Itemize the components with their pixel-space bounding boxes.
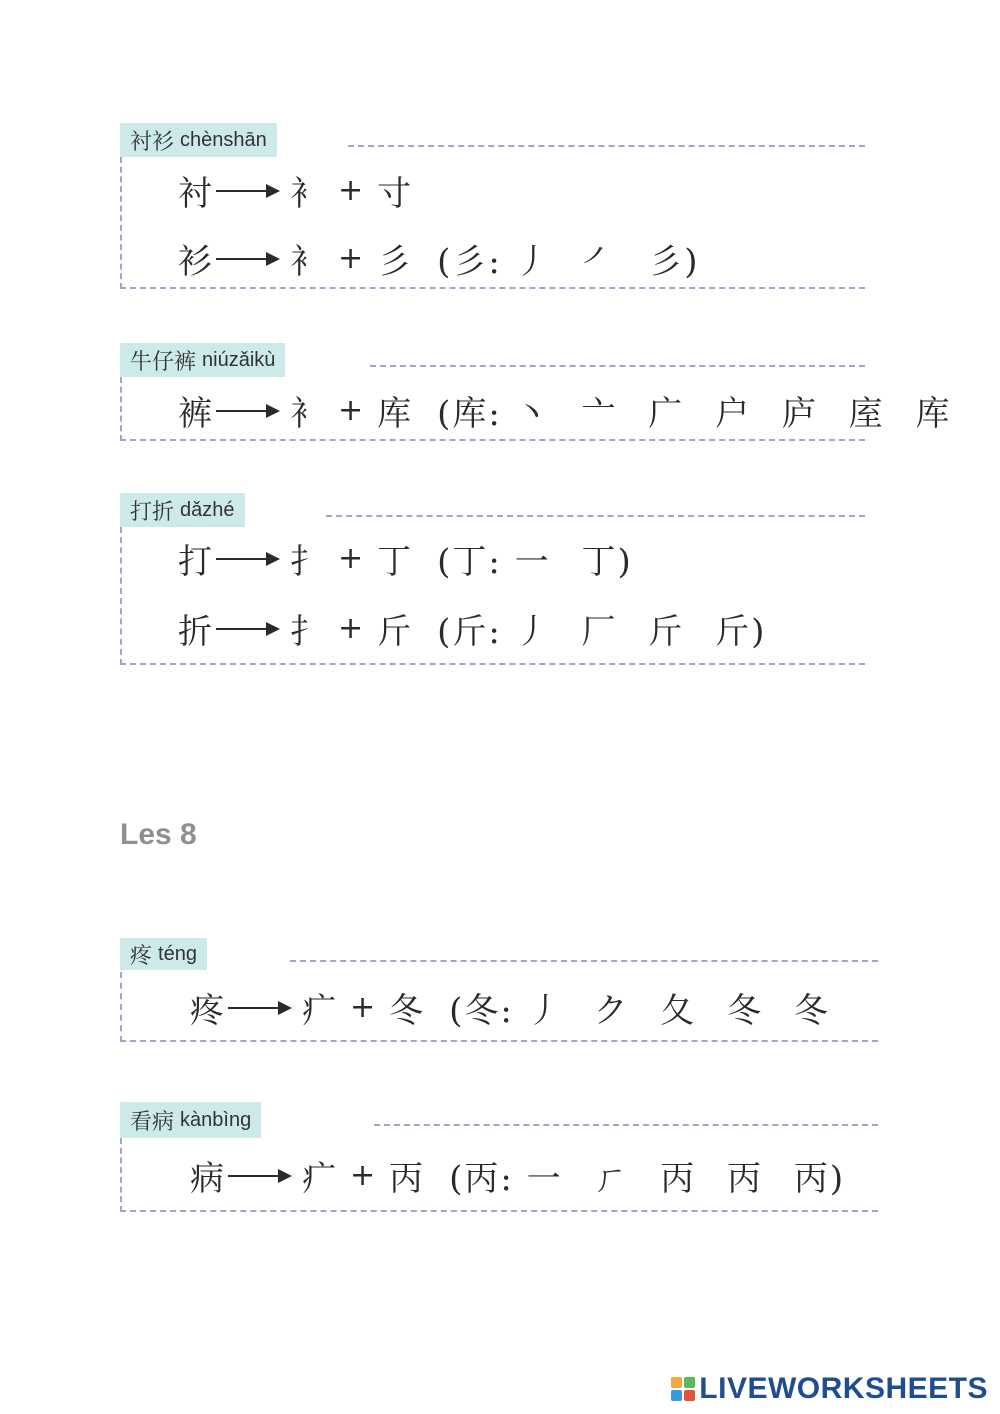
character: 衬 <box>178 173 212 214</box>
stroke-char: 库 <box>452 393 489 434</box>
component: 冬 <box>389 990 424 1031</box>
dashed-border-left <box>120 1138 122 1212</box>
stroke-sequence: 丿 厂 斤 斤 <box>514 611 752 652</box>
character: 病 <box>190 1158 224 1199</box>
logo-square <box>684 1377 695 1388</box>
plus-sign: + <box>338 540 364 576</box>
dashed-border-top <box>290 960 878 962</box>
vocab-hanzi: 疼 <box>130 943 153 969</box>
radical: 衤 <box>290 241 324 282</box>
stroke-sequence: 一 丁 <box>514 541 618 582</box>
vocab-tag <box>120 123 277 157</box>
stroke-order: (丁: 一 丁) <box>437 534 633 583</box>
decomposition-row <box>178 385 952 435</box>
vocab-tag <box>120 938 207 970</box>
stroke-sequence: 丿 ㇒ 彡 <box>514 241 685 282</box>
section-heading: Les 8 <box>120 818 197 851</box>
component: 斤 <box>377 611 412 652</box>
arrow-right-icon <box>216 611 280 645</box>
dashed-border-left <box>120 527 122 665</box>
dashed-border-bottom <box>120 439 865 441</box>
dashed-border-top <box>348 145 865 147</box>
dashed-border-left <box>120 377 122 441</box>
decomposition-row <box>190 982 830 1032</box>
logo-square <box>684 1390 695 1401</box>
vocab-tag <box>120 1102 261 1138</box>
vocab-hanzi: 衬衫 <box>130 129 175 155</box>
stroke-order: (丙: 一 ㄏ 丙 丙 丙) <box>449 1151 845 1200</box>
character: 衫 <box>178 241 212 282</box>
logo-text: LIVEWORKSHEETS <box>699 1372 988 1405</box>
vocab-card-dazhe <box>120 493 865 669</box>
vocab-pinyin: kànbìng <box>180 1108 252 1131</box>
dashed-border-left <box>120 157 122 289</box>
plus-sign: + <box>350 1157 376 1193</box>
vocab-hanzi: 看病 <box>130 1109 175 1135</box>
vocab-pinyin: chènshān <box>180 128 267 151</box>
stroke-order: (斤: 丿 厂 斤 斤) <box>437 604 766 653</box>
stroke-sequence: 丶 亠 广 户 庐 庢 库 <box>514 393 952 434</box>
component: 寸 <box>377 173 412 214</box>
vocab-card-kanbing <box>120 1102 878 1216</box>
radical: 衤 <box>290 173 324 214</box>
vocab-tag <box>120 493 245 527</box>
decomposition-row <box>190 1150 845 1200</box>
character: 疼 <box>190 990 224 1031</box>
dashed-border-bottom <box>120 663 865 665</box>
logo-square <box>671 1390 682 1401</box>
component: 彡 <box>377 241 412 282</box>
dashed-border-bottom <box>120 1040 878 1042</box>
character: 折 <box>178 611 212 652</box>
decomposition-row <box>178 533 633 583</box>
plus-sign: + <box>338 392 364 428</box>
stroke-char: 冬 <box>464 990 501 1031</box>
plus-sign: + <box>338 610 364 646</box>
character: 打 <box>178 541 212 582</box>
plus-sign: + <box>350 989 376 1025</box>
arrow-right-icon <box>228 990 292 1024</box>
component: 库 <box>377 393 412 434</box>
dashed-border-left <box>120 972 122 1042</box>
arrow-right-icon <box>228 1158 292 1192</box>
decomposition-row <box>178 165 411 215</box>
radical: 扌 <box>290 541 324 582</box>
decomposition-row <box>178 603 766 653</box>
vocab-pinyin: téng <box>158 942 197 965</box>
radical: 疒 <box>302 990 336 1031</box>
stroke-sequence: 一 ㄏ 丙 丙 丙 <box>526 1158 830 1199</box>
dashed-border-bottom <box>120 287 865 289</box>
stroke-sequence: 丿 ク 夂 冬 冬 <box>526 990 830 1031</box>
radical: 扌 <box>290 611 324 652</box>
liveworksheets-logo[interactable] <box>671 1372 988 1406</box>
arrow-right-icon <box>216 541 280 575</box>
logo-grid-icon <box>671 1377 695 1401</box>
vocab-card-teng <box>120 938 878 1046</box>
stroke-order: (冬: 丿 ク 夂 冬 冬 <box>449 983 830 1032</box>
vocab-card-chenshan <box>120 123 865 293</box>
stroke-char: 彡 <box>452 241 489 282</box>
stroke-char: 斤 <box>452 611 489 652</box>
arrow-right-icon <box>216 173 280 207</box>
vocab-pinyin: dǎzhé <box>180 498 235 521</box>
dashed-border-bottom <box>120 1210 878 1212</box>
stroke-char: 丁 <box>452 541 489 582</box>
decomposition-row <box>178 233 700 283</box>
plus-sign: + <box>338 240 364 276</box>
dashed-border-top <box>370 365 865 367</box>
vocab-hanzi: 牛仔裤 <box>130 349 197 375</box>
vocab-card-niuzaiku <box>120 343 952 445</box>
arrow-right-icon <box>216 393 280 427</box>
vocab-pinyin: niúzǎikù <box>202 348 276 371</box>
component: 丁 <box>377 541 412 582</box>
arrow-right-icon <box>216 241 280 275</box>
dashed-border-top <box>326 515 865 517</box>
radical: 疒 <box>302 1158 336 1199</box>
vocab-tag <box>120 343 285 377</box>
stroke-order: (库: 丶 亠 广 户 庐 庢 库 <box>437 386 951 435</box>
dashed-border-top <box>374 1124 878 1126</box>
plus-sign: + <box>338 172 364 208</box>
radical: 衤 <box>290 393 324 434</box>
character: 裤 <box>178 393 212 434</box>
component: 丙 <box>389 1158 424 1199</box>
logo-square <box>671 1377 682 1388</box>
stroke-order: (彡: 丿 ㇒ 彡) <box>437 234 699 283</box>
stroke-char: 丙 <box>464 1158 501 1199</box>
vocab-hanzi: 打折 <box>130 499 175 525</box>
